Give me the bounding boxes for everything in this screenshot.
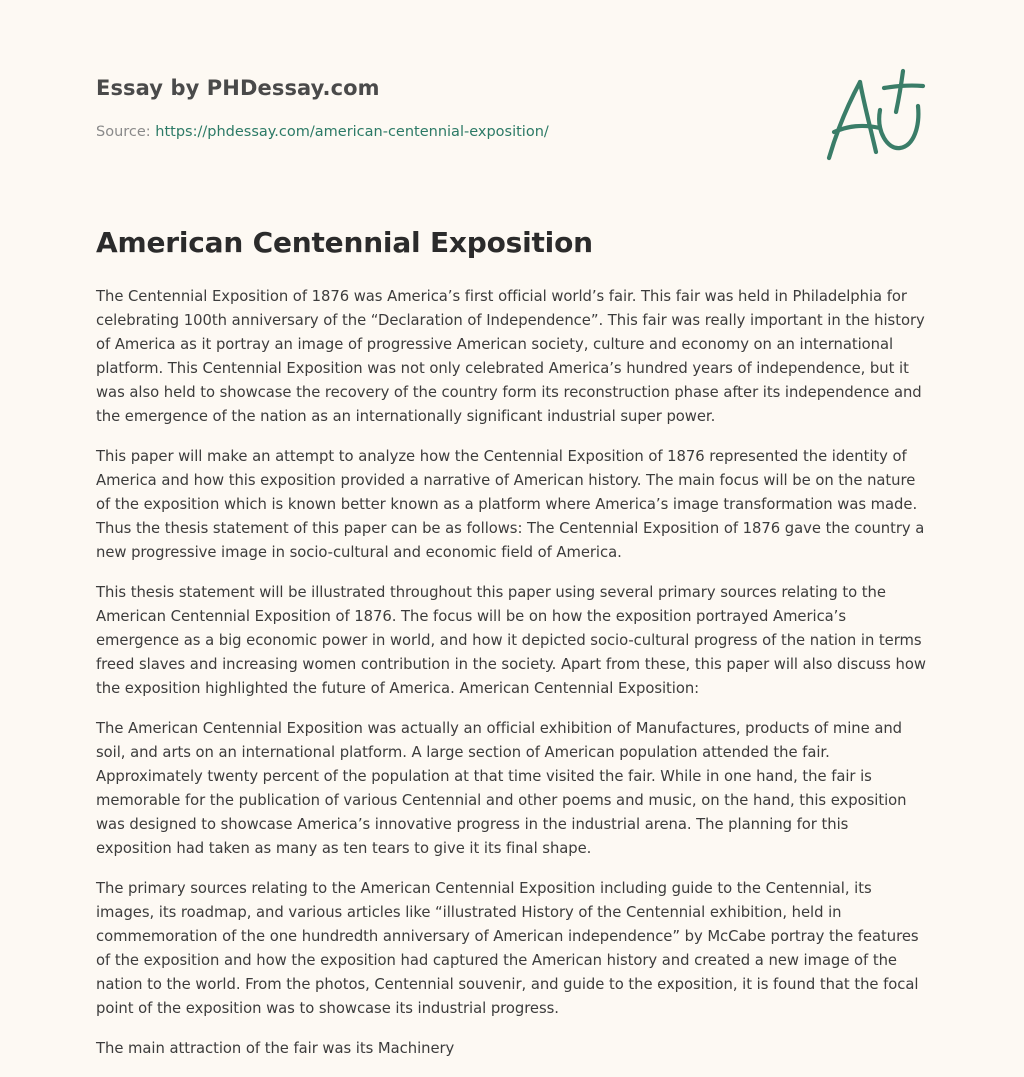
essay-title: American Centennial Exposition [96, 226, 593, 259]
essay-paragraph: This paper will make an attempt to analyze how the Centennial Exposition of 1876 represented the identity of America and how this exposition provided a narrative of American history. The main focus will be on the nature of the exposition which is known better known as a platform where America’s image transformation was made. Thus the thesis statement of this paper can be as follows: The Centennial Exposition of 1876 gave the country a new progressive image in socio-cultural and economic field of America. [96, 448, 925, 561]
essay-paragraph: The American Centennial Exposition was actually an official exhibition of Manufactures, products of mine and soil, and arts on an international platform. A large section of American population attended the fair. Approximately twenty percent of the population at that time visited the fair. While in one hand, the fair is memorable for the publication of various Centennial and other poems and music, on the hand, this exposition was designed to showcase America’s innovative progress in the industrial arena. The planning for this exposition had taken as many as ten tears to give it its final shape. [96, 720, 907, 857]
site-title: Essay by PHDessay.com [96, 76, 380, 100]
essay-paragraph: The Centennial Exposition of 1876 was America’s first official world’s fair. This fair was held in Philadelphia for celebrating 100th anniversary of the “Declaration of Independence”. This fair was really important in the history of America as it portray an image of progressive American society, culture and economy on an international platform. This Centennial Exposition was not only celebrated America’s hundred years of independence, but it was also held to showcase the recovery of the country form its reconstruction phase after its independence and the emergence of the nation as an internationally significant industrial super power. [96, 288, 925, 425]
source-label: Source: [96, 124, 156, 140]
a-plus-logo-icon [820, 68, 928, 164]
essay-paragraph: The primary sources relating to the American Centennial Exposition including guide to the Centennial, its images, its roadmap, and various articles like “illustrated History of the Centennial exhibition, held in commemoration of the one hundredth anniversary of American independence” by McCabe portray the features of the exposition and how the exposition had captured the American history and created a new image of the nation to the world. From the photos, Centennial souvenir, and guide to the exposition, it is found that the focal point of the exposition was to showcase its industrial progress. [96, 880, 919, 1017]
source-line [96, 124, 549, 140]
essay-paragraph: The main attraction of the fair was its Machinery [96, 1040, 455, 1057]
source-link[interactable]: https://phdessay.com/american-centennial-exposition/ [155, 124, 549, 140]
essay-paragraph: This thesis statement will be illustrated throughout this paper using several primary sources relating to the American Centennial Exposition of 1876. The focus will be on how the exposition portrayed America’s emergence as a big economic power in world, and how it depicted socio-cultural progress of the nation in terms freed slaves and increasing women contribution in the society. Apart from these, this paper will also discuss how the exposition highlighted the future of America. American Centennial Exposition: [96, 584, 926, 697]
essay-body [96, 285, 928, 1077]
